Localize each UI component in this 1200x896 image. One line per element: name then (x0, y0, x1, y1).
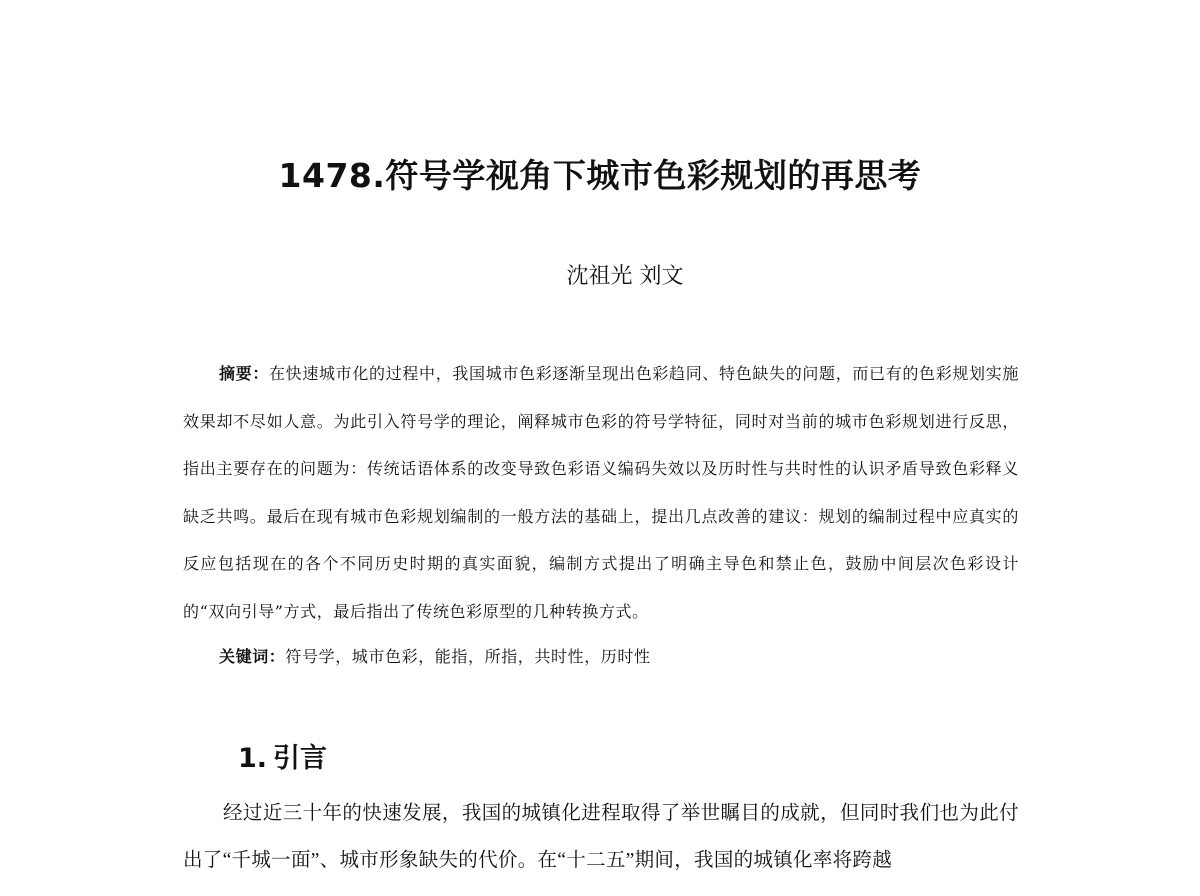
section-title: 引言 (273, 743, 328, 774)
abstract-label: 摘要： (219, 364, 270, 383)
abstract (183, 350, 1019, 635)
section-heading-intro (238, 738, 327, 780)
section-number: 1. (238, 743, 268, 774)
paper-title: 1478.符号学视角下城市色彩规划的再思考 (278, 156, 922, 195)
keywords-text: 符号学，城市色彩，能指，所指，共时性，历时性 (285, 647, 651, 666)
paper-authors: 沈祖光 刘文 (566, 264, 684, 289)
intro-paragraph: 经过近三十年的快速发展，我国的城镇化进程取得了举世瞩目的成就，但同时我们也为此付出了“千城一面”、城市形象缺失的代价。在“十二五”期间，我国的城镇化率将跨越 (183, 803, 1019, 871)
abstract-text: 在快速城市化的过程中，我国城市色彩逐渐呈现出色彩趋同、特色缺失的问题，而已有的色彩规划实施效果却不尽如人意。为此引入符号学的理论，阐释城市色彩的符号学特征，同时对当前的城市色彩规划进行反思，指出主要存在的问题为：传统话语体系的改变导致色彩语义编码失效以及历时性与共时性的认识矛盾导致色彩释义缺乏共鸣。最后在现有城市色彩规划编制的一般方法的基础上，提出几点改善的建议：规划的编制过程中应真实的反应包括现在的各个不同历史时期的真实面貌，编制方式提出了明确主导色和禁止色，鼓励中间层次色彩设计的“双向引导”方式，最后指出了传统色彩原型的几种转换方式。 (183, 364, 1019, 621)
keywords-label: 关键词： (219, 647, 286, 666)
keywords (219, 633, 1019, 680)
